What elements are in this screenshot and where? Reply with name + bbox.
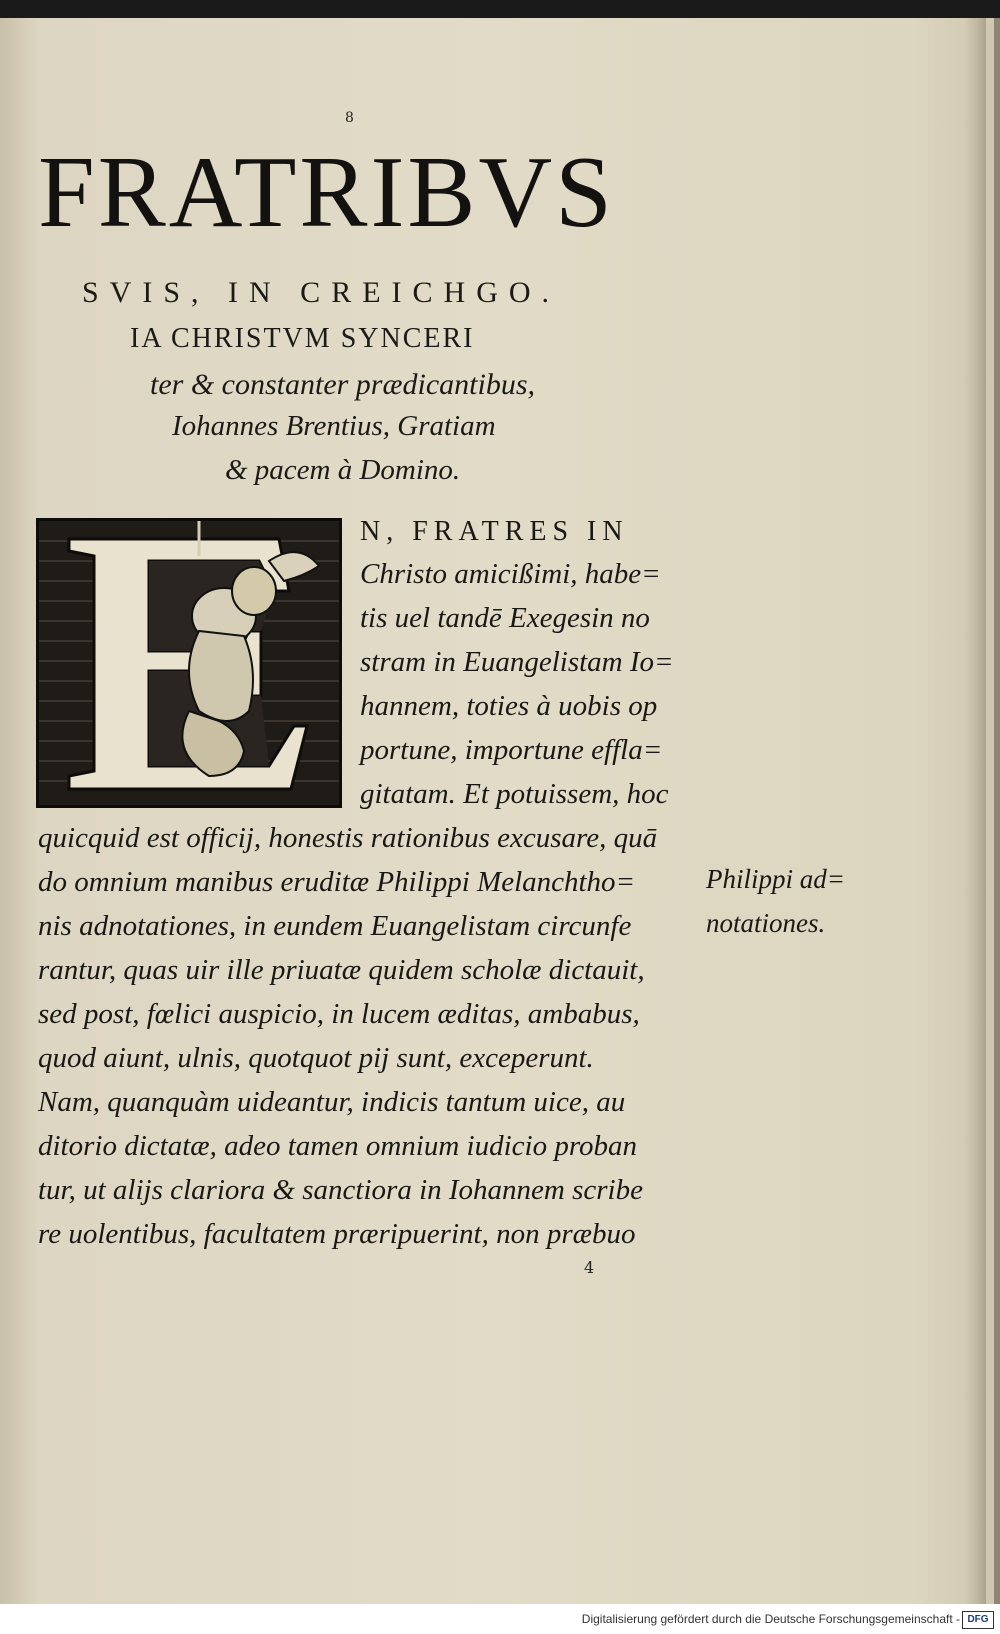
folio-mark: 8: [345, 110, 354, 126]
dedication-line-2: IA CHRISTVM SYNCERI: [130, 323, 475, 354]
book-page: [0, 18, 1000, 1604]
woodcut-initial-image: [39, 521, 339, 805]
catchword: 4: [584, 1258, 595, 1277]
margin-note-line-1: Philippi ad=: [706, 864, 845, 894]
dedication-line-4: Iohannes Brentius, Gratiam: [172, 410, 496, 442]
body-line-17: re uolentibus, facultatem præripuerint, non præbuo: [38, 1218, 636, 1250]
bleed-through-text: [110, 103, 710, 137]
bleed-through-ghost: [40, 1274, 64, 1301]
body-line-1: N, FRATRES IN: [360, 516, 629, 547]
dedication-line-1: SVIS, IN CREICHGO.: [82, 276, 561, 309]
body-line-15: ditorio dictatæ, adeo tamen omnium iudicio proban: [38, 1130, 638, 1162]
body-line-8: quicquid est officij, honestis rationibus excusare, quā: [38, 822, 658, 854]
body-line-7: gitatam. Et potuissem, hoc: [360, 778, 669, 810]
body-line-16: tur, ut alijs clariora & sanctiora in Iohannem scribe: [38, 1174, 643, 1206]
margin-note-line-2: notationes.: [706, 908, 826, 938]
page-edge-shadow: [964, 18, 986, 1604]
footer-credit: Digitalisierung gefördert durch die Deutsche Forschungsgemeinschaft -: [581, 1612, 960, 1626]
body-line-12: sed post, fœlici auspicio, in lucem æditas, ambabus,: [38, 998, 640, 1030]
woodcut-initial-e: [36, 518, 342, 808]
body-line-10: nis adnotationes, in eundem Euangelistam circunfe: [38, 910, 632, 942]
body-line-5: hannem, toties à uobis op: [360, 690, 658, 722]
body-line-6: portune, importune effla=: [360, 734, 663, 766]
dedication-line-5: & pacem à Domino.: [225, 454, 461, 486]
body-line-14: Nam, quanquàm uideantur, indicis tantum uice, au: [38, 1086, 626, 1118]
dedication-line-3: ter & constanter prædicantibus,: [150, 368, 535, 401]
body-line-13: quod aiunt, ulnis, quotquot pij sunt, exceperunt.: [38, 1042, 594, 1074]
page-title: FRATRIBVS: [38, 136, 615, 249]
body-line-2: Christo amicißimi, habe=: [360, 558, 661, 590]
body-line-9: do omnium manibus eruditæ Philippi Melanchtho=: [38, 866, 636, 898]
dfg-logo: DFG: [962, 1611, 994, 1629]
body-line-4: stram in Euangelistam Io=: [360, 646, 674, 678]
body-line-11: rantur, quas uir ille priuatæ quidem scholæ dictauit,: [38, 954, 645, 986]
digitization-footer: [0, 1604, 1000, 1634]
body-line-3: tis uel tandē Exegesin no: [360, 602, 650, 634]
